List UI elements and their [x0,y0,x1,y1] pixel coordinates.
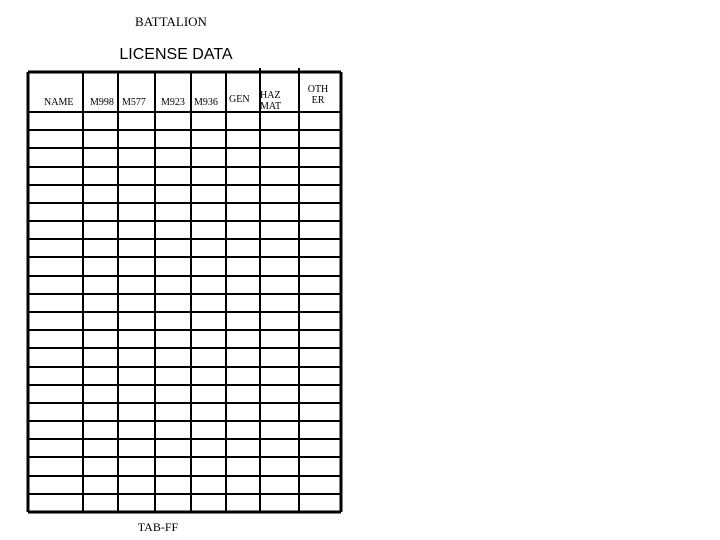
form-title: LICENSE DATA [119,46,233,63]
header-gen: GEN [229,94,250,105]
header-haz-line2: MAT [260,101,282,112]
header-name: NAME [44,97,74,108]
header-other [306,84,330,106]
header-haz-line1: HAZ [260,90,281,101]
header-oth-line2: ER [311,95,325,106]
footer-tab-label: TAB-FF [137,520,179,534]
header-m936: M936 [194,97,218,108]
header-m577: M577 [122,97,146,108]
header-m923: M923 [161,97,185,108]
header-oth-line1: OTH [307,84,329,95]
header-haz-mat [260,90,281,112]
unit-title: BATTALION [135,14,207,29]
header-m998: M998 [90,97,114,108]
